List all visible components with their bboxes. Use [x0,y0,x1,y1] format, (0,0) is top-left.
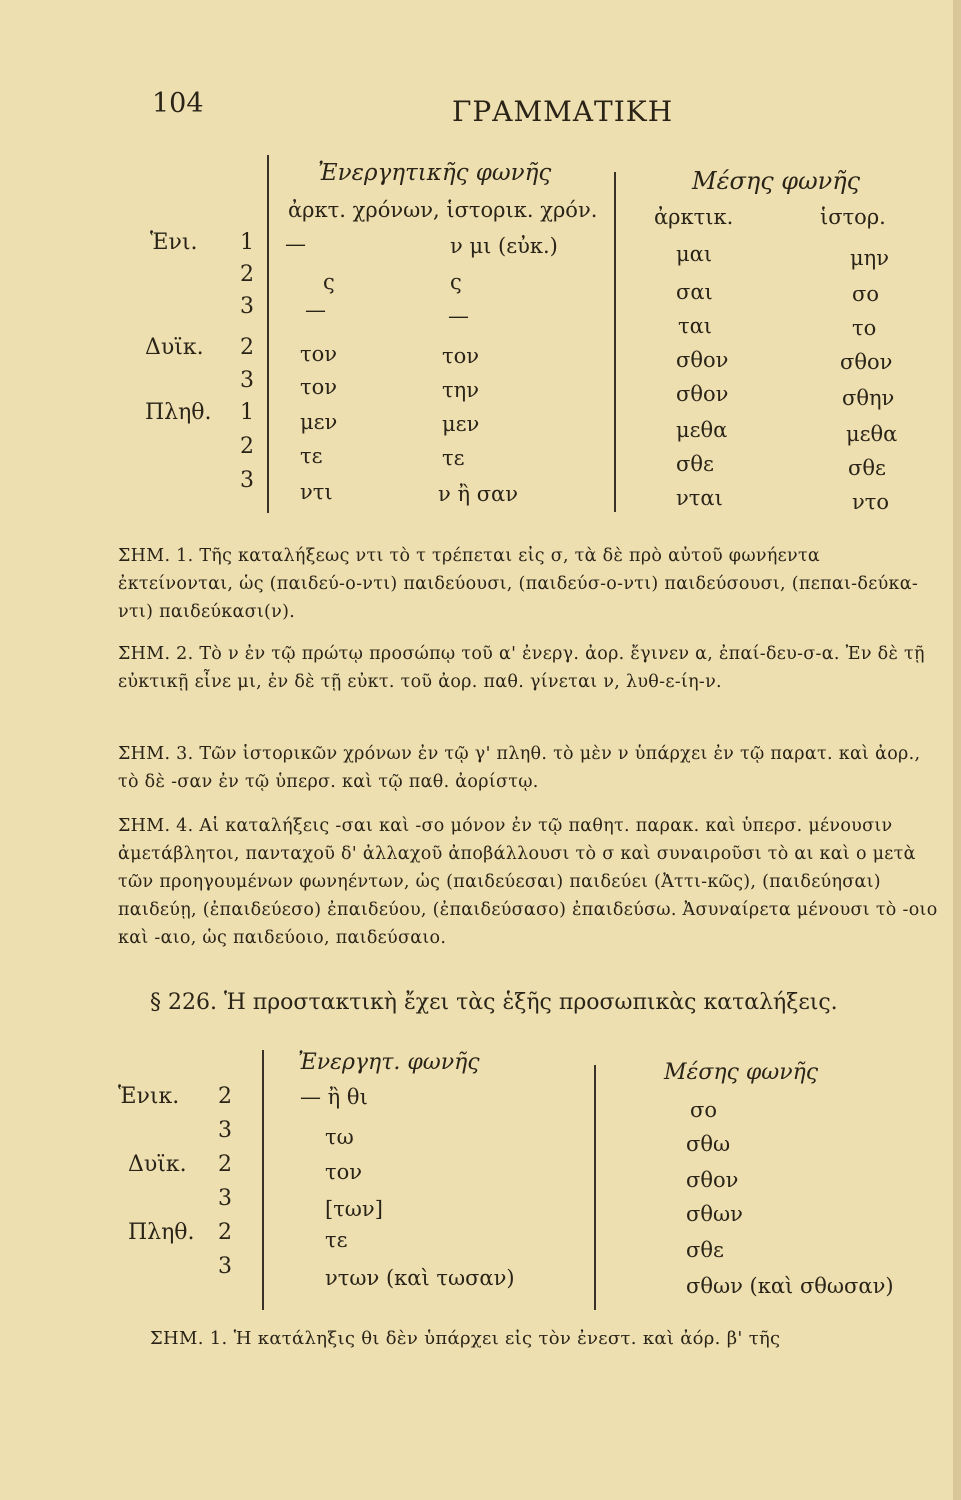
table2-middle-ending: σθων [686,1202,743,1226]
table2-middle-ending: σθω [686,1132,731,1156]
table1-row-number: 2 [240,434,254,459]
table1-active-historic: — [448,304,469,328]
table1-middle-heading: Μέσης φωνῆς [692,167,861,195]
page-edge [953,0,961,1500]
table1-middle-historic: μεθα [846,422,898,446]
table1-row-number: 2 [240,335,254,360]
table2-row-number: 2 [218,1220,232,1245]
table1-active-historic: ς [450,270,462,294]
table1-middle-historic: μην [850,246,889,270]
table1-middle-historic: σθον [840,350,893,374]
table1-middle-primary: ται [678,314,713,338]
table1-row-number: 3 [240,468,254,493]
table1-middle-historic: ντο [852,490,890,514]
note-3 [118,740,938,796]
table1-active-subheading: ἀρκτ. χρόνων, ἱστορικ. χρόν. [288,198,598,222]
table2-middle-ending: σθον [686,1168,739,1192]
table2-row-number: 2 [218,1084,232,1109]
table2-row-number: 3 [218,1118,232,1143]
table1-middle-primary: νται [676,486,723,510]
table1-row-number: 3 [240,368,254,393]
page-number: 104 [152,88,204,119]
table1-active-primary: μεν [300,410,338,434]
footer-note: ΣΗΜ. 1. Ἡ κατάληξις θι δὲν ὑπάρχει εἰς τὸν ἐνεστ. καὶ ἀόρ. β' τῆς [150,1328,781,1349]
table1-middle-primary: μεθα [676,418,728,442]
note-1 [118,542,938,626]
table1-middle-primary: μαι [676,242,713,266]
table2-middle-heading: Μέσης φωνῆς [664,1060,819,1085]
table2-active-ending: — ἢ θι [300,1085,368,1109]
table2-middle-ending: σθε [686,1238,724,1262]
note-3-text: ΣΗΜ. 3. Τῶν ἱστορικῶν χρόνων ἐν τῷ γ' πληθ. τὸ μὲν ν ὑπάρχει ἐν τῷ παρατ. καὶ ἀορ., τὸ δὲ -σαν ἐν τῷ ὑπερσ. καὶ τῷ παθ. ἀορίστῳ. [118,744,921,792]
table2-row-group: Ἑνικ. [118,1084,180,1109]
table1-active-primary: — [305,298,326,322]
table2-divider-right [594,1065,596,1310]
table1-middle-sub-historic: ἱστορ. [820,205,886,229]
table1-active-primary: ς [323,270,335,294]
table1-row-group: Ἑνι. [150,230,198,255]
table2-middle-ending: σθων (καὶ σθωσαν) [686,1274,894,1298]
table1-active-primary: — [285,232,306,256]
note-4 [118,812,938,952]
note-1-text: ΣΗΜ. 1. Τῆς καταλήξεως ντι τὸ τ τρέπεται εἰς σ, τὰ δὲ πρὸ αὐτοῦ φωνήεντα ἐκτείνονται, ὡς (παιδεύ-ο-ντι) παιδεύουσι, (παιδεύσ-ο-ντι) παιδεύσουσι, (πεπαι-δεύκα-ντι) παιδεύκασι(ν). [118,546,919,622]
table1-active-historic: τε [442,446,465,470]
table1-row-number: 1 [240,230,254,255]
table1-active-primary: ντι [300,480,333,504]
table1-middle-primary: σθε [676,452,714,476]
table2-row-number: 3 [218,1254,232,1279]
table1-middle-historic: σθε [848,456,886,480]
table2-active-ending: ντων (καὶ τωσαν) [325,1266,515,1290]
page-title: ΓΡΑΜΜΑΤΙΚΗ [452,95,674,128]
table1-active-primary: τον [300,375,338,399]
table1-middle-sub-primary: ἀρκτικ. [654,205,734,229]
table2-row-group: Πληθ. [128,1220,195,1245]
table1-middle-primary: σθον [676,382,729,406]
note-2-text: ΣΗΜ. 2. Τὸ ν ἐν τῷ πρώτῳ προσώπῳ τοῦ α' ἐνεργ. ἀορ. ἔγινεν α, ἐπαί-δευ-σ-α. Ἐν δὲ τῇ εὐκτικῇ εἶνε μι, ἐν δὲ τῇ εὐκτ. τοῦ ἀορ. παθ. γίνεται ν, λυθ-ε-ίη-ν. [118,644,925,692]
table1-middle-primary: σθον [676,348,729,372]
table1-active-heading: Ἐνεργητικῆς φωνῆς [318,160,552,186]
table2-middle-ending: σο [690,1098,717,1122]
table1-row-group: Πληθ. [145,400,212,425]
table1-active-primary: τον [300,342,338,366]
table1-middle-historic: σο [852,282,879,306]
table1-active-primary: τε [300,444,323,468]
table2-active-ending: [των] [325,1197,383,1221]
note-4-text: ΣΗΜ. 4. Αἱ καταλήξεις -σαι καὶ -σο μόνον ἐν τῷ παθητ. παρακ. καὶ ὑπερσ. μένουσιν ἀμετάβλητοι, πανταχοῦ δ' ἀλλαχοῦ ἀποβάλλουσι τὸ σ καὶ συναιροῦσι τὸ αι καὶ ο μετὰ τῶν προηγουμένων φωνηέντων, ὡς (παιδεύεσαι) παιδεύει (Ἀττι-κῶς), (παιδεύησαι) παιδεύῃ, (ἐπαιδεύεσο) ἐπαιδεύου, (ἐπαιδεύσασο) ἐπαιδεύσω. Ἀσυναίρετα μένουσι τὸ -οιο καὶ -αιο, ὡς παιδεύοιο, παιδεύσαιο. [118,816,938,948]
table1-row-group: Δυϊκ. [145,335,204,360]
table2-active-ending: τω [325,1125,354,1149]
table1-row-number: 3 [240,294,254,319]
table2-active-ending: τον [325,1160,363,1184]
table1-row-number: 2 [240,262,254,287]
table1-middle-historic: το [852,316,877,340]
table2-active-ending: τε [325,1228,348,1252]
note-2 [118,640,938,696]
table1-active-historic: ν μι (εὐκ.) [450,234,558,258]
table2-active-heading: Ἐνεργητ. φωνῆς [298,1050,480,1075]
table1-active-historic: την [442,378,479,402]
section-226-heading: § 226. Ἡ προστακτικὴ ἔχει τὰς ἑξῆς προσωπικὰς καταλήξεις. [150,990,838,1015]
table2-row-group: Δυϊκ. [128,1152,187,1177]
table1-divider-left [267,155,269,513]
table1-active-historic: τον [442,344,480,368]
table1-row-number: 1 [240,400,254,425]
table1-active-historic: μεν [442,412,480,436]
table2-divider-left [262,1050,264,1310]
table1-middle-historic: σθην [842,386,895,410]
table1-middle-primary: σαι [676,280,713,304]
table2-row-number: 3 [218,1186,232,1211]
table1-divider-right [614,172,616,512]
table2-row-number: 2 [218,1152,232,1177]
table1-active-historic: ν ἢ σαν [438,482,518,506]
